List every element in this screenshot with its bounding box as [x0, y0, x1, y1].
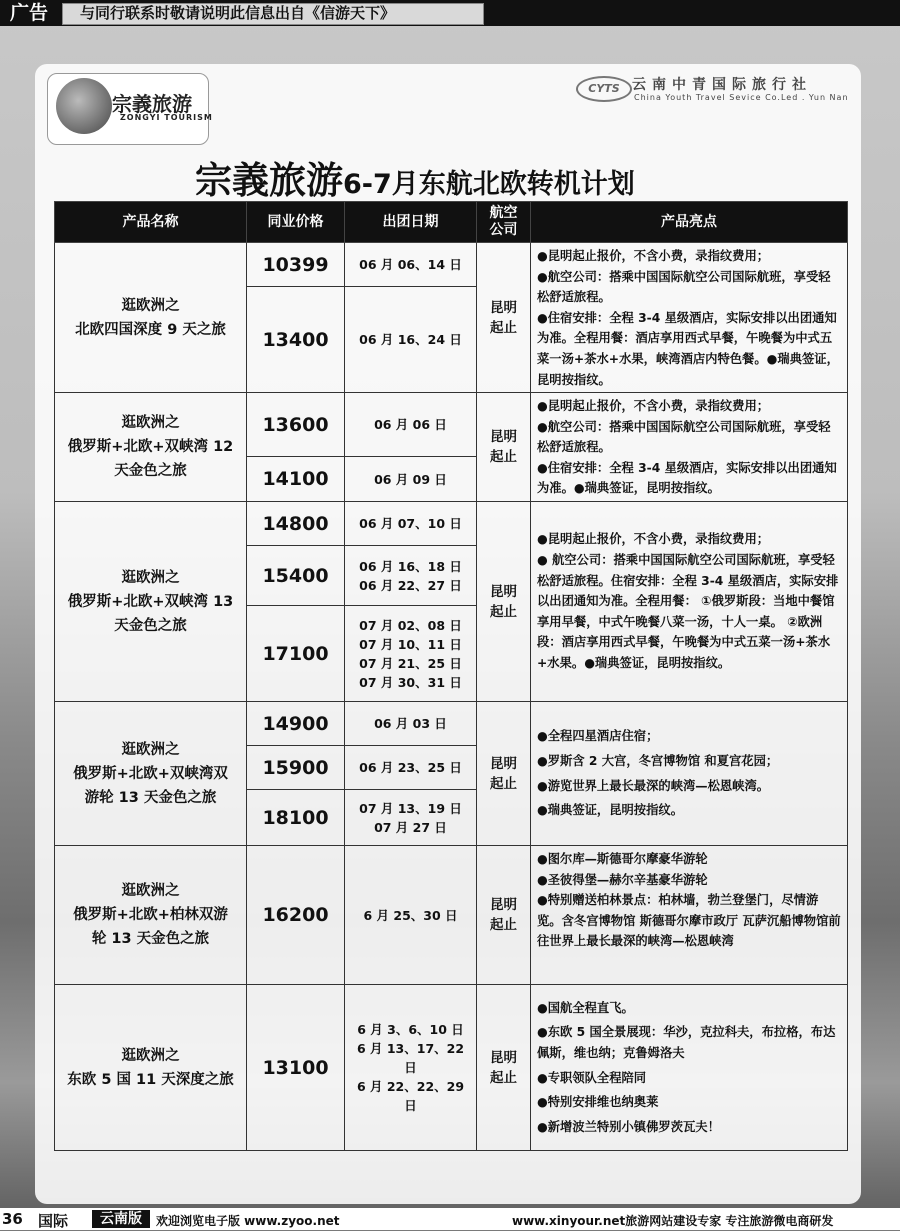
page-title [195, 150, 795, 202]
header-airline: 航空 公司 [477, 202, 531, 243]
product-price: 17100 [247, 606, 345, 702]
product-highlights: ●国航全程直飞。 ●东欧 5 国全景展现：华沙，克拉科夫，布拉格，布达佩斯，维也纳；克鲁姆洛夫 ●专职领队全程陪同 ●特别安排维也纳奥莱 ●新增波兰特别小镇佛罗茨瓦夫！ [531, 985, 848, 1151]
footprint-logo-icon [56, 78, 112, 134]
product-highlights: ●全程四星酒店住宿； ●罗斯含 2 大宫，冬宫博物馆 和夏宫花园； ●游览世界上最长最深的峡湾—松恩峡湾。 ●瑞典签证，昆明按指纹。 [531, 702, 848, 846]
header-name: 产品名称 [55, 202, 247, 243]
logo-text-en: ZONGYI TOURISM [120, 113, 213, 122]
airline-cell: 昆明 起止 [477, 243, 531, 393]
product-price: 14100 [247, 457, 345, 502]
product-name: 逛欧洲之 东欧 5 国 11 天深度之旅 [55, 985, 247, 1151]
page-number: 36 [2, 1210, 23, 1228]
departure-dates: 06 月 16、24 日 [345, 287, 477, 393]
product-price: 13600 [247, 393, 345, 457]
footer-welcome-link[interactable]: 欢迎浏览电子版 www.zyoo.net [156, 1214, 340, 1228]
table-row [55, 243, 848, 287]
product-price: 15400 [247, 546, 345, 606]
logo-text-cn: 宗義旅游 [112, 92, 192, 116]
tour-plan-table [54, 201, 848, 1151]
product-name: 逛欧洲之 俄罗斯+北欧+双峡湾 13 天金色之旅 [55, 502, 247, 702]
product-highlights: ●昆明起止报价，不含小费，录指纹费用； ● 航空公司：搭乘中国国际航空公司国际航班，享受轻松舒适旅程。住宿安排：全程 3-4 星级酒店，实际安排以出团通知为准。全程用餐： ①俄罗斯段：当地中餐馆享用早餐，中式午晚餐八菜一汤，十人一桌。 ②欧洲段：酒店享用西式早餐，午晚餐为中式五菜一汤+茶水+水果。●瑞典签证，昆明按指纹。 [531, 502, 848, 702]
table-header-row [55, 202, 848, 243]
product-price: 14900 [247, 702, 345, 746]
product-price: 13100 [247, 985, 345, 1151]
table-row [55, 985, 848, 1151]
departure-dates: 06 月 09 日 [345, 457, 477, 502]
header-date: 出团日期 [345, 202, 477, 243]
product-price: 13400 [247, 287, 345, 393]
title-rest: 6-7月东航北欧转机计划 [343, 169, 635, 200]
product-name: 逛欧洲之 俄罗斯+北欧+柏林双游 轮 13 天金色之旅 [55, 846, 247, 985]
section-label: 国际 [38, 1212, 69, 1230]
product-highlights: ●昆明起止报价，不含小费，录指纹费用； ●航空公司：搭乘中国国际航空公司国际航班，享受轻松舒适旅程。 ●住宿安排：全程 3-4 星级酒店，实际安排以出团通知为准。●瑞典签证，昆明按指纹。 [531, 393, 848, 502]
footer-site-link[interactable]: www.xinyour.net旅游网站建设专家 专注旅游微电商研发 [512, 1214, 834, 1228]
airline-cell: 昆明 起止 [477, 502, 531, 702]
departure-dates: 06 月 23、25 日 [345, 746, 477, 790]
table-row [55, 846, 848, 985]
title-brand: 宗義旅游 [195, 159, 343, 202]
notice-text: 与同行联系时敬请说明此信息出自《信游天下》 [80, 4, 396, 22]
product-price: 16200 [247, 846, 345, 985]
departure-dates: 06 月 16、18 日 06 月 22、27 日 [345, 546, 477, 606]
table-row [55, 502, 848, 546]
departure-dates: 07 月 13、19 日 07 月 27 日 [345, 790, 477, 846]
airline-cell: 昆明 起止 [477, 985, 531, 1151]
product-price: 15900 [247, 746, 345, 790]
header-price: 同业价格 [247, 202, 345, 243]
airline-cell: 昆明 起止 [477, 846, 531, 985]
departure-dates: 06 月 07、10 日 [345, 502, 477, 546]
agency-logo-icon: CYTS [576, 76, 632, 102]
departure-dates: 06 月 03 日 [345, 702, 477, 746]
agency-name-cn: 云南中青国际旅行社 [632, 77, 812, 93]
departure-dates: 6 月 3、6、10 日 6 月 13、17、22 日 6 月 22、22、29 日 [345, 985, 477, 1151]
product-price: 10399 [247, 243, 345, 287]
departure-dates: 06 月 06 日 [345, 393, 477, 457]
departure-dates: 07 月 02、08 日 07 月 10、11 日 07 月 21、25 日 07 月 30、31 日 [345, 606, 477, 702]
product-highlights: ●昆明起止报价，不含小费，录指纹费用； ●航空公司：搭乘中国国际航空公司国际航班，享受轻松舒适旅程。 ●住宿安排：全程 3-4 星级酒店，实际安排以出团通知为准。全程用餐：酒店享用西式早餐，午晚餐为中式五菜一汤+茶水+水果，峡湾酒店内特色餐。●瑞典签证，昆明按指纹。 [531, 243, 848, 393]
agency-name-en: China Youth Travel Sevice Co.Led . Yun Nan [634, 93, 849, 102]
ad-tag: 广告 [9, 2, 48, 24]
table-row [55, 393, 848, 457]
product-name: 逛欧洲之 北欧四国深度 9 天之旅 [55, 243, 247, 393]
table-row [55, 702, 848, 746]
departure-dates: 6 月 25、30 日 [345, 846, 477, 985]
product-price: 14800 [247, 502, 345, 546]
airline-cell: 昆明 起止 [477, 702, 531, 846]
header-highlights: 产品亮点 [531, 202, 848, 243]
product-highlights: ●图尔库—斯德哥尔摩豪华游轮 ●圣彼得堡—赫尔辛基豪华游轮 ●特别赠送柏林景点：柏林墙，勃兰登堡门，尽情游览。含冬宫博物馆 斯德哥尔摩市政厅 瓦萨沉船博物馆前往世界上最长最深的峡湾—松恩峡湾 [531, 846, 848, 985]
product-name: 逛欧洲之 俄罗斯+北欧+双峡湾双 游轮 13 天金色之旅 [55, 702, 247, 846]
product-price: 18100 [247, 790, 345, 846]
departure-dates: 06 月 06、14 日 [345, 243, 477, 287]
airline-cell: 昆明 起止 [477, 393, 531, 502]
edition-badge: 云南版 [92, 1210, 150, 1228]
product-name: 逛欧洲之 俄罗斯+北欧+双峡湾 12 天金色之旅 [55, 393, 247, 502]
